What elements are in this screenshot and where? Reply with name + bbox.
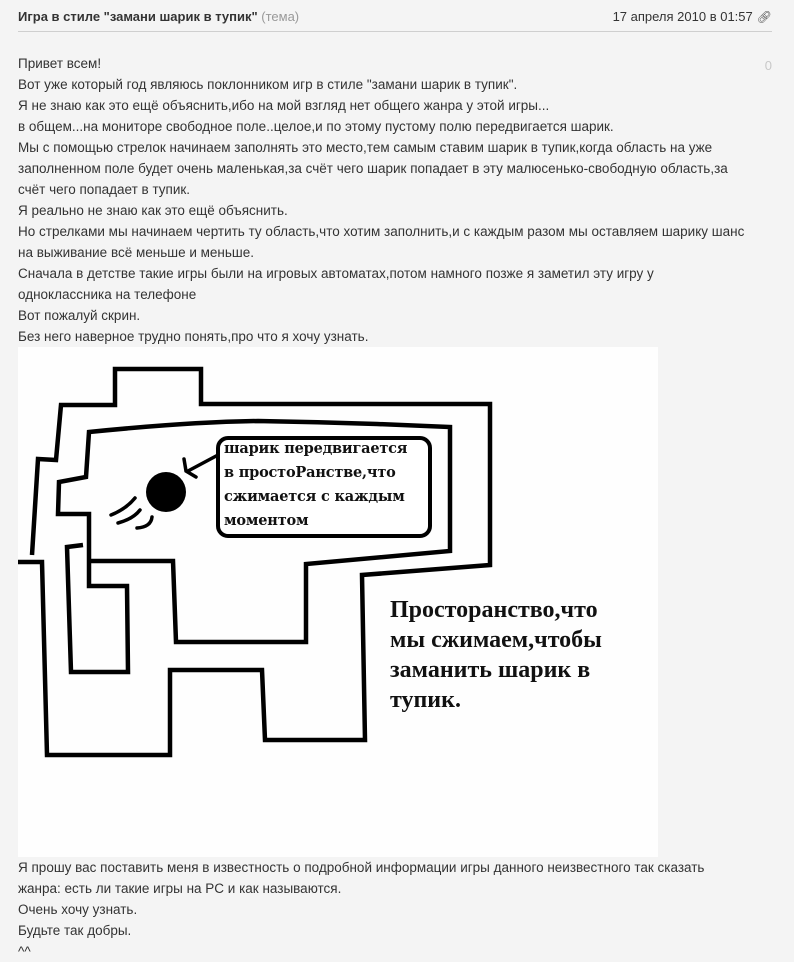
body-line: на выживание всё меньше и меньше. bbox=[18, 245, 254, 260]
body-line: счёт чего попадает в тупик. bbox=[18, 182, 191, 197]
body-line: Я прошу вас поставить меня в известность о подробной информации игры данного неизвестного так сказать bbox=[18, 860, 705, 875]
image-caption bbox=[390, 595, 602, 715]
body-line: жанра: есть ли такие игры на PC и как называются. bbox=[18, 881, 342, 896]
body-line: Мы с помощью стрелок начинаем заполнять это место,тем самым ставим шарик в тупик,когда область на уже bbox=[18, 140, 713, 155]
post-date-text: 17 апреля 2010 в 01:57 bbox=[612, 9, 753, 24]
body-line: Я реально не знаю как это ещё объяснить. bbox=[18, 203, 288, 218]
bubble-line: в простоРанстве,что bbox=[224, 464, 396, 481]
post-title[interactable] bbox=[18, 9, 299, 24]
body-line: в общем...на мониторе свободное поле..целое,и по этому пустому полю передвигается шарик. bbox=[18, 119, 614, 134]
post-score: 0 bbox=[764, 58, 772, 73]
body-line: Будьте так добры. bbox=[18, 923, 132, 938]
body-line: Но стрелками мы начинаем чертить ту область,что хотим заполнить,и с каждым разом мы оставляем шарику шанс bbox=[18, 224, 745, 239]
motion-line bbox=[118, 510, 140, 523]
post-title-text[interactable]: Игра в стиле "замани шарик в тупик" bbox=[18, 9, 258, 24]
post-body-before bbox=[18, 53, 778, 347]
ball bbox=[146, 472, 186, 512]
body-line: Очень хочу узнать. bbox=[18, 902, 138, 917]
game-sketch-image[interactable] bbox=[18, 347, 658, 857]
body-line: Сначала в детстве такие игры были на игровых автоматах,потом намного позже я заметил эту игру у bbox=[18, 266, 654, 281]
caption-line: Просторанство,что bbox=[390, 597, 598, 623]
link-icon[interactable]: 🔗︎ bbox=[756, 10, 772, 24]
body-line: Я не знаю как это ещё объяснить,ибо на мой взгляд нет общего жанра у этой игры... bbox=[18, 98, 550, 113]
bubble-line: моментом bbox=[224, 512, 309, 529]
post-date bbox=[613, 9, 772, 24]
body-line: одноклассника на телефоне bbox=[18, 287, 197, 302]
topic-tag: (тема) bbox=[261, 9, 300, 24]
motion-line bbox=[137, 517, 152, 528]
bubble-line: шарик передвигается bbox=[224, 440, 408, 457]
arrow-shaft bbox=[188, 455, 218, 471]
motion-line bbox=[111, 498, 135, 515]
body-line: Вот пожалуй скрин. bbox=[18, 308, 141, 323]
caption-line: тупик. bbox=[390, 687, 461, 713]
body-line: Без него наверное трудно понять,про что я хочу узнать. bbox=[18, 329, 369, 344]
post-header bbox=[18, 0, 772, 32]
body-line: ^^ bbox=[18, 944, 31, 959]
caption-line: заманить шарик в bbox=[390, 657, 591, 683]
body-line: Привет всем! bbox=[18, 56, 102, 71]
caption-line: мы сжимаем,чтобы bbox=[390, 627, 602, 653]
body-line: Вот уже который год являюсь поклонником игр в стиле "замани шарик в тупик". bbox=[18, 77, 518, 92]
bubble-text bbox=[224, 437, 407, 533]
bubble-line: сжимается с каждым bbox=[224, 488, 405, 505]
post-body-after bbox=[18, 857, 778, 962]
body-line: заполненном поле будет очень маленькая,за счёт чего шарик попадает в эту малюсенько-свободную область,за bbox=[18, 161, 728, 176]
